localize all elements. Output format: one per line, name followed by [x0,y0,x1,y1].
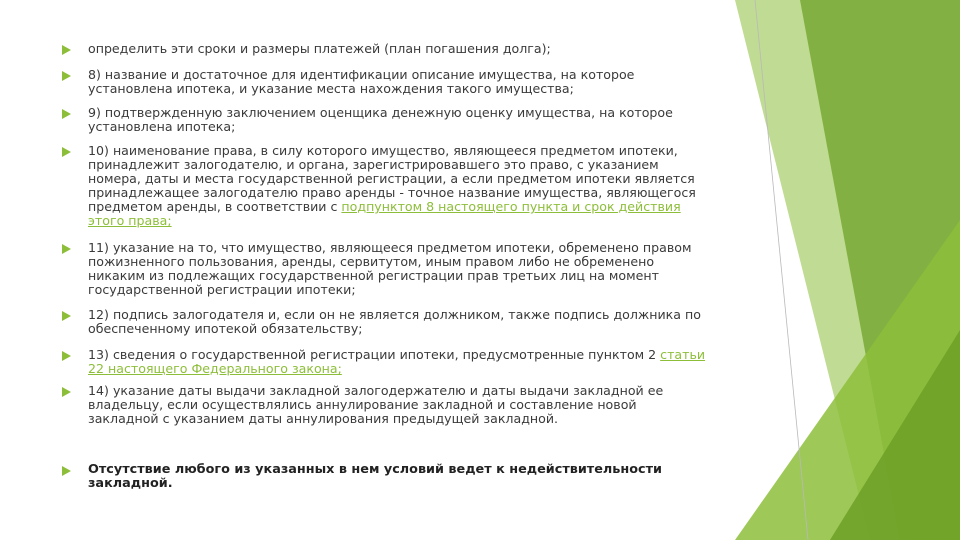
bullet-arrow-icon [62,109,71,119]
bullet-arrow-icon [62,351,71,361]
bullet-arrow-icon [62,71,71,81]
item-text: 14) указание даты выдачи закладной залогодержателю и даты выдачи закладной ее владельцу, если осуществлялись аннулирование закладной и составление новой закладной с указанием даты аннулирования предыдущей закладной. [88,383,664,426]
item-text-body: 10) наименование права, в силу которого имущество, являющееся предметом ипотеки, принадлежит залогодателю, и органа, зарегистрировавшего это право, с указанием номера, даты и места государственной регистрации, а если предметом ипотеки является принадлежащее залогодателю право аренды - точное название имущества, являющегося предметом аренды, в соответствии с [88,143,696,214]
item-text-body: 13) сведения о государственной регистрации ипотеки, предусмотренные пунктом 2 [88,347,661,362]
item-text: 9) подтвержденную заключением оценщика денежную оценку имущества, на которое установлена ипотека; [88,105,673,134]
item-text: определить эти сроки и размеры платежей (план погашения долга); [88,41,551,56]
bullet-arrow-icon [62,387,71,397]
subpoint-link[interactable]: подпунктом 8 настоящего пункта и срок действия этого права; [88,199,681,228]
item-text [88,348,728,376]
article-link[interactable]: статьи 22 настоящего Федерального закона; [88,347,706,376]
bullet-arrow-icon [62,147,71,157]
bullet-arrow-icon [62,244,71,254]
bullet-arrow-icon [62,45,71,55]
conclusion-text: Отсутствие любого из указанных в нем условий ведет к недействительности закладной. [88,462,662,491]
bullet-arrow-icon [62,466,71,476]
item-text: 11) указание на то, что имущество, являющееся предметом ипотеки, обременено правом пожизненного пользования, аренды, сервитутом, иным правом либо не обременено никаким из подлежащих государственной регистрации прав третьих лиц на момент государственной регистрации ипотеки; [88,240,692,297]
item-text: 12) подпись залогодателя и, если он не является должником, также подпись должника по обеспеченному ипотекой обязательству; [88,307,701,336]
bullet-arrow-icon [62,311,71,321]
item-text [88,144,728,228]
item-text: 8) название и достаточное для идентификации описание имущества, на которое установлена ипотека, и указание места нахождения такого имущества; [88,67,635,96]
